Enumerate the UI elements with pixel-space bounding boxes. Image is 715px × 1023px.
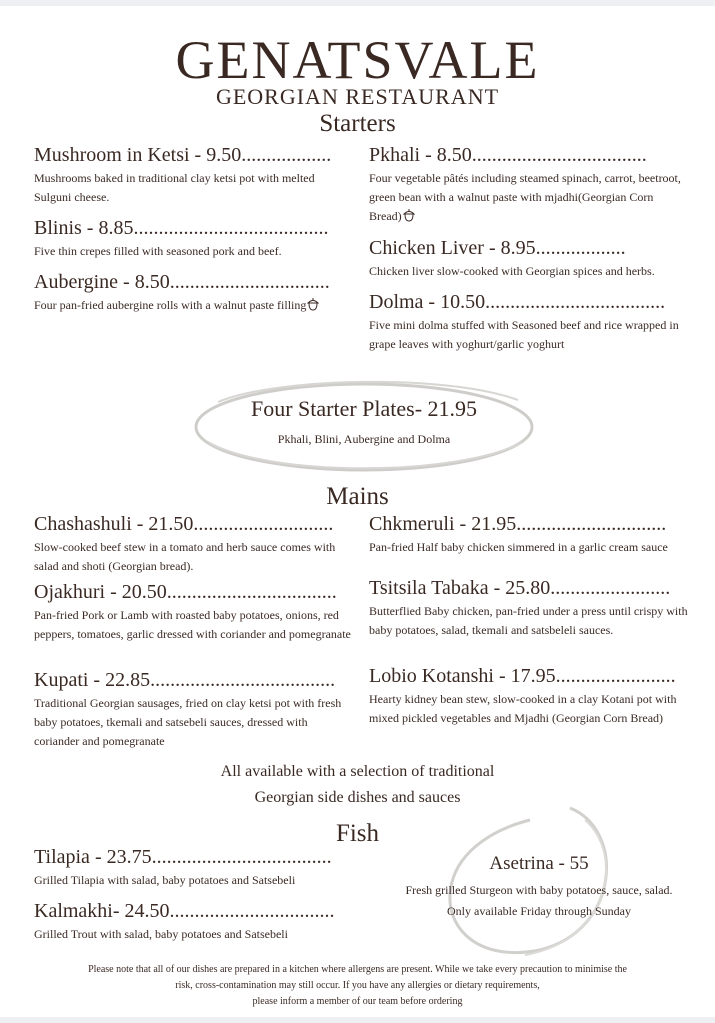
menu-item: [34, 580, 354, 644]
item-description: Five mini dolma stuffed with Seasoned beef and rice wrapped in grape leaves with yoghurt/garlic yoghurt: [369, 318, 679, 351]
item-name: Ojakhuri - 20.50..................................: [34, 581, 337, 603]
special-item-name: Asetrina - 55: [489, 853, 589, 874]
allergen-note-line1: Please note that all of our dishes are prepared in a kitchen where allergens are present. While we take every precaution to minimise the: [88, 964, 627, 975]
combo-description: Pkhali, Blini, Aubergine and Dolma: [277, 432, 451, 446]
menu-item: [34, 270, 354, 315]
starters-heading: Starters: [319, 110, 396, 137]
sides-note-line1: All available with a selection of traditional: [220, 763, 495, 780]
item-name: Tilapia - 23.75....................................: [34, 846, 332, 868]
item-description: Pan-fried Pork or Lamb with roasted baby potatoes, onions, red peppers, tomatoes, garlic dressed with coriander and pomegranate: [34, 608, 351, 641]
item-description: Chicken liver slow-cooked with Georgian spices and herbs.: [369, 264, 655, 278]
menu-item: [34, 845, 354, 890]
menu-item: [369, 576, 689, 640]
item-description: Slow-cooked beef stew in a tomato and herb sauce comes with salad and shoti (Georgian bread).: [34, 540, 336, 573]
menu-item: [34, 216, 349, 261]
acorn-icon: [307, 298, 319, 311]
special-item-description: Fresh grilled Sturgeon with baby potatoes, sauce, salad.: [405, 883, 673, 897]
item-name: Lobio Kotanshi - 17.95........................: [369, 665, 676, 687]
menu-item: [34, 899, 354, 944]
menu-item: [369, 664, 689, 728]
item-description: [34, 296, 354, 315]
item-name: Aubergine - 8.50................................: [34, 271, 330, 293]
item-description: Hearty kidney bean stew, slow-cooked in a clay Kotani pot with mixed pickled vegetables and Mjadhi (Georgian Corn Bread): [369, 692, 677, 725]
item-description-text: Four pan-fried aubergine rolls with a walnut paste filling: [34, 298, 307, 312]
restaurant-name: GENATSVALE: [175, 30, 540, 90]
item-name: Chicken Liver - 8.95..................: [369, 237, 626, 259]
restaurant-tagline: GEORGIAN RESTAURANT: [215, 84, 500, 109]
item-name: Chashashuli - 21.50............................: [34, 513, 334, 535]
item-description: Traditional Georgian sausages, fried on clay ketsi pot with fresh baby potatoes, tkemali and satsebeli sauces, dressed with coriander and pomegranate: [34, 696, 342, 748]
item-name: Pkhali - 8.50...................................: [369, 144, 647, 166]
item-name: Tsitsila Tabaka - 25.80........................: [369, 577, 671, 599]
fish-heading: Fish: [335, 820, 380, 847]
combo-title: Four Starter Plates- 21.95: [250, 396, 478, 421]
allergen-note-line3: please inform a member of our team before ordering: [252, 996, 463, 1007]
item-description: Pan-fried Half baby chicken simmered in a garlic cream sauce: [369, 540, 668, 554]
item-name: Blinis - 8.85.......................................: [34, 217, 329, 239]
item-description: Grilled Trout with salad, baby potatoes and Satsebeli: [34, 927, 288, 941]
item-description: Butterflied Baby chicken, pan-fried under a press until crispy with baby potatoes, salad, tkemali and satsbeleli sauces.: [369, 604, 688, 637]
item-description-text: Four vegetable pâtés including steamed spinach, carrot, beetroot, green bean with a walnut paste with mjadhi(Georgian Corn Bread): [369, 171, 681, 223]
item-description: Mushrooms baked in traditional clay ketsi pot with melted Sulguni cheese.: [34, 171, 315, 204]
menu-item: [34, 143, 349, 207]
menu-item: [369, 512, 684, 557]
allergen-note: [40, 962, 675, 1010]
sides-note-line2: Georgian side dishes and sauces: [254, 789, 461, 806]
menu-item: [369, 143, 684, 226]
menu-item: [369, 236, 689, 281]
allergen-note-line2: risk, cross-contamination may still occur. If you have any allergies or dietary requirements,: [175, 980, 540, 991]
acorn-icon: [403, 209, 415, 222]
special-item-availability: Only available Friday through Sunday: [447, 904, 631, 918]
item-description: Grilled Tilapia with salad, baby potatoes and Satsebeli: [34, 873, 296, 887]
item-name: Kalmakhi- 24.50.................................: [34, 900, 335, 922]
mains-heading: Mains: [326, 483, 389, 510]
item-description: Five thin crepes filled with seasoned pork and beef.: [34, 244, 282, 258]
item-description: [369, 169, 684, 226]
item-name: Kupati - 22.85.....................................: [34, 669, 336, 691]
menu-item: [369, 290, 689, 354]
menu-item: [34, 512, 354, 576]
menu-item: [34, 668, 354, 751]
item-name: Chkmeruli - 21.95..............................: [369, 513, 667, 535]
item-name: Mushroom in Ketsi - 9.50..................: [34, 144, 332, 166]
item-name: Dolma - 10.50....................................: [369, 291, 666, 313]
